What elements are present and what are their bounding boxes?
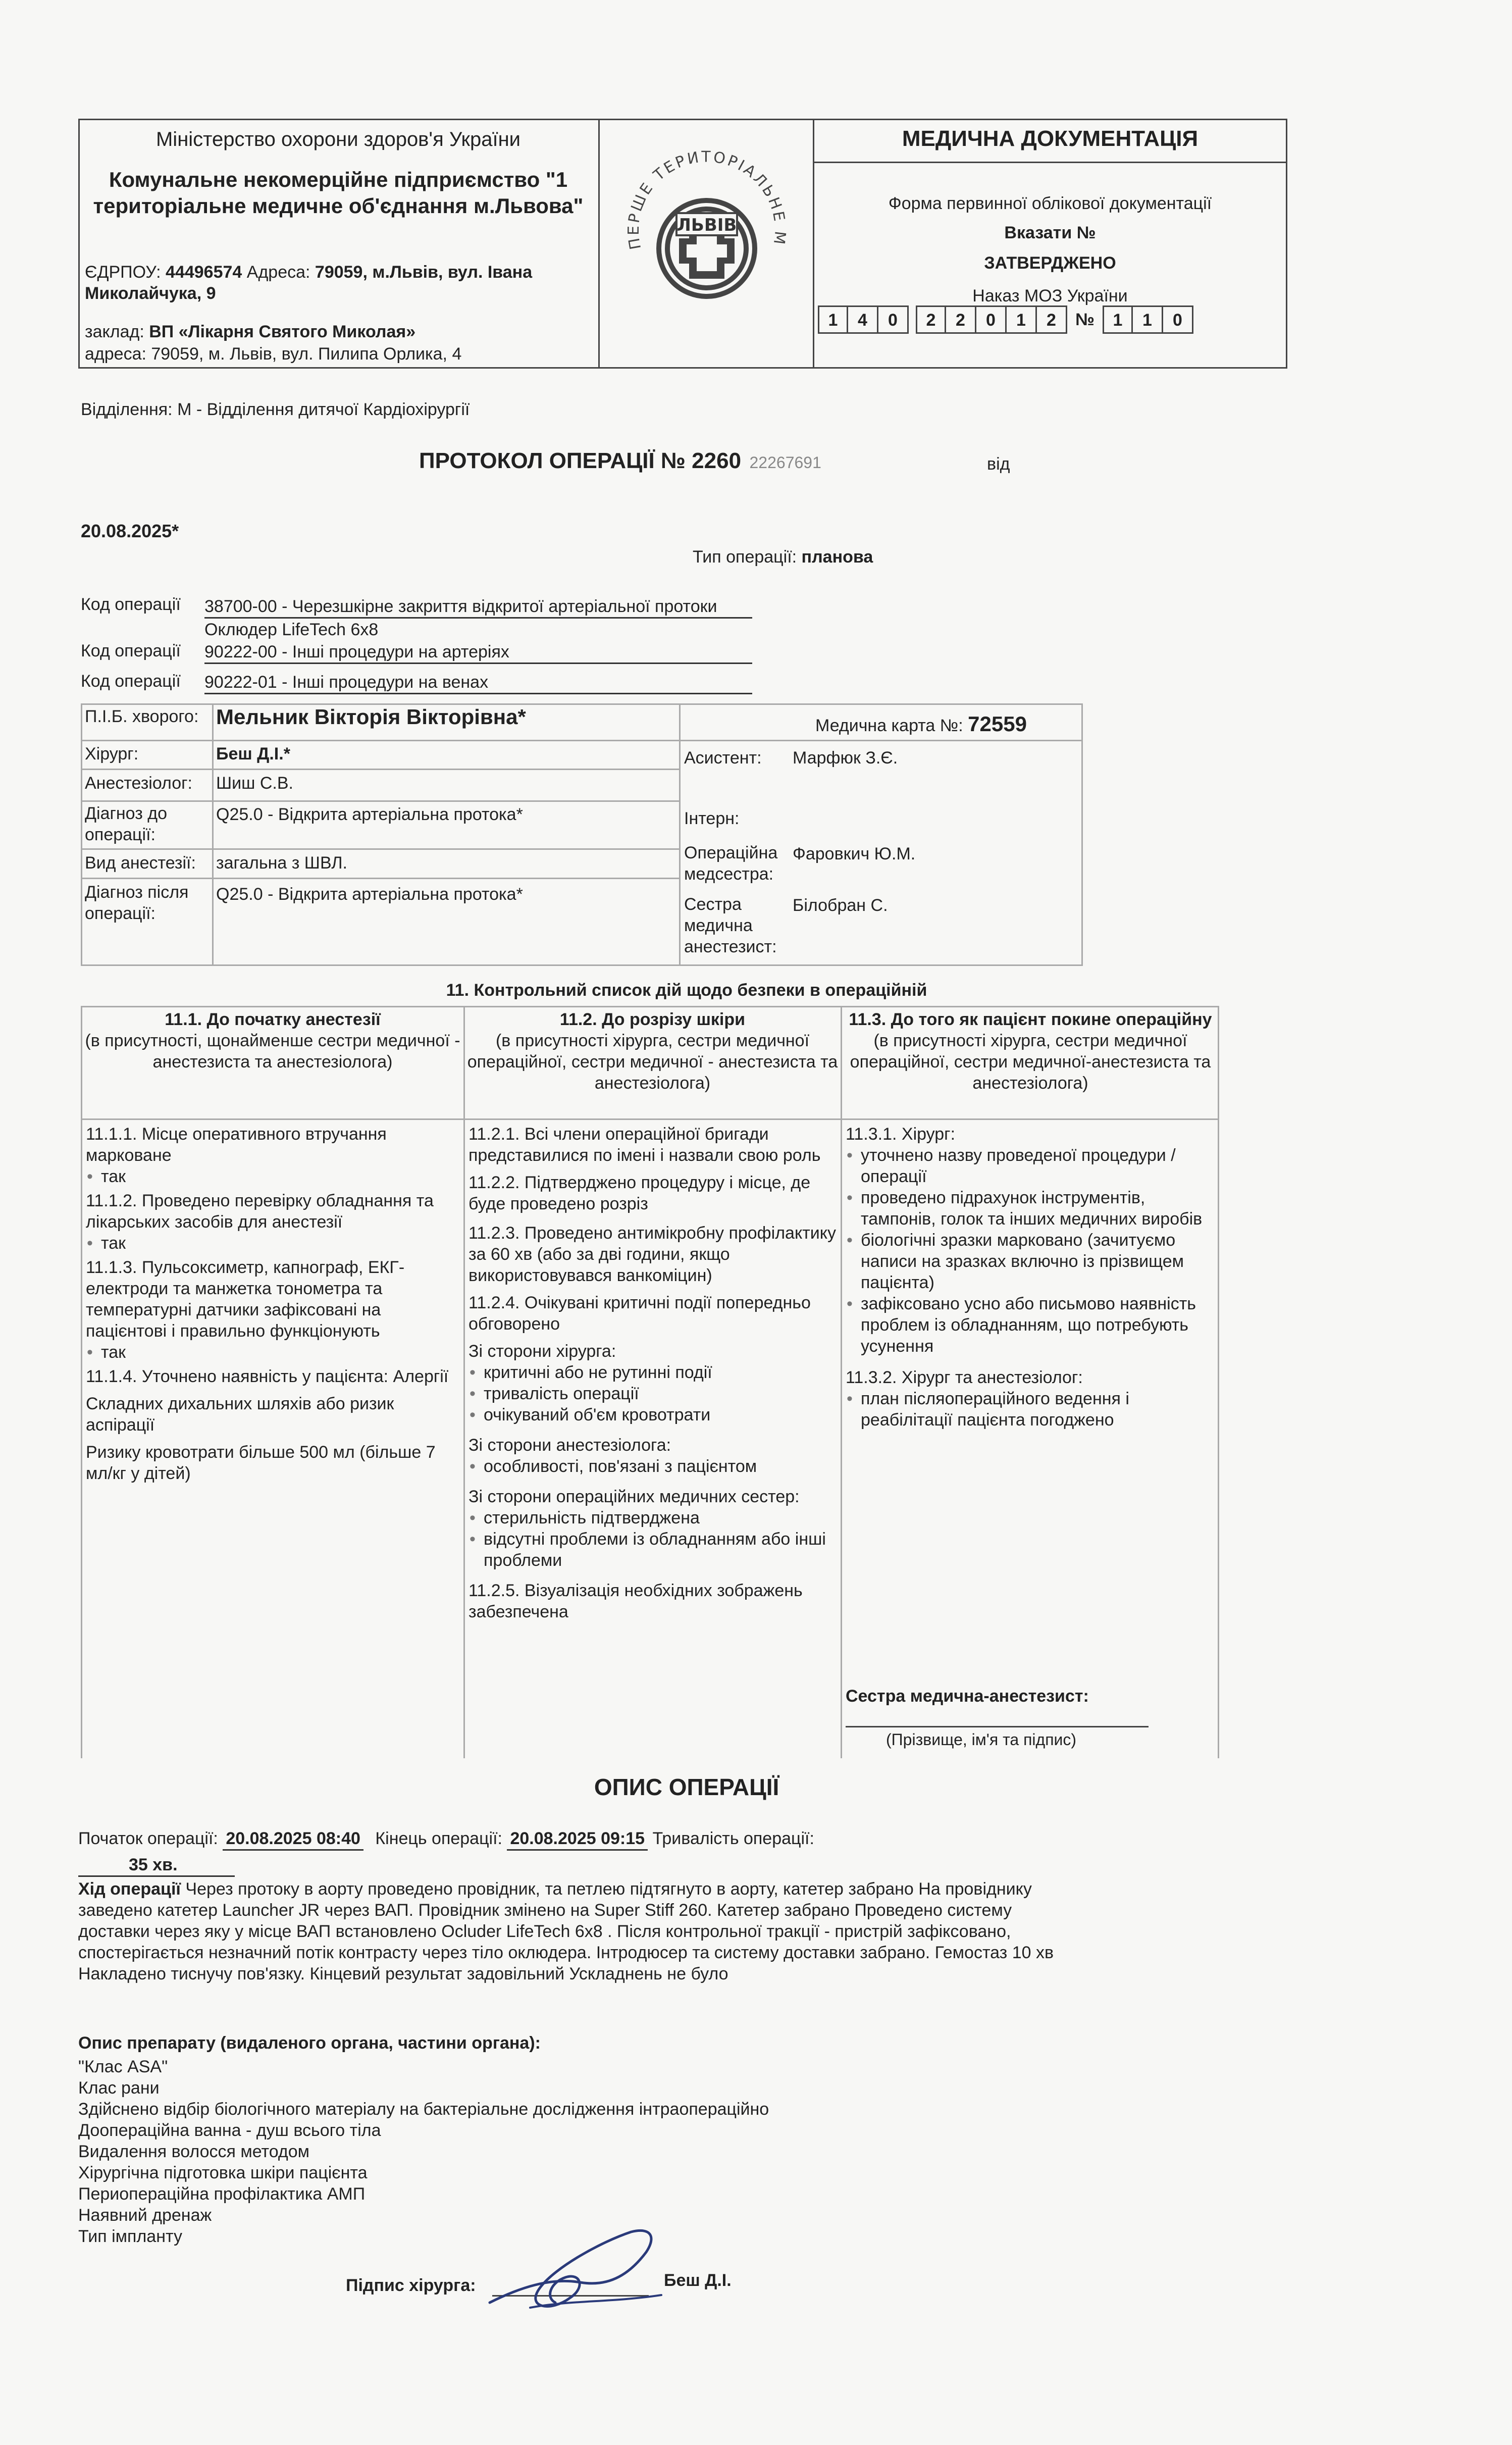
check-answer: • план післяопераційного ведення і реабілітації пацієнта погоджено bbox=[846, 1388, 1214, 1431]
check-answer: • особливості, пов'язані з пацієнтом bbox=[468, 1456, 837, 1477]
check-answer: • так bbox=[86, 1342, 459, 1363]
anesth-nurse-sign-hint: (Прізвище, ім'я та підпис) bbox=[886, 1730, 1077, 1749]
op-code-3: 90222-01 - Інші процедури на венах bbox=[204, 672, 752, 694]
specimen-line: Хірургічна підготовка шкіри пацієнта bbox=[78, 2163, 368, 2182]
digit-box: 0 bbox=[878, 305, 909, 334]
check-item: Ризику кровотрати більше 500 мл (більше 7 мл/кг у дітей) bbox=[86, 1443, 436, 1483]
specimen-line: Видалення волосся методом bbox=[78, 2142, 310, 2161]
check-answer: • уточнено назву проведеної процедури /операції bbox=[846, 1145, 1214, 1187]
digit-box: 2 bbox=[946, 305, 976, 334]
specimen-line: Наявний дренаж bbox=[78, 2206, 212, 2225]
check-item: 11.2.3. Проведено антимікробну профілактику за 60 хв (або за дві години, якщо використовувався ванкоміцин) bbox=[468, 1224, 837, 1285]
patient-table bbox=[81, 703, 1083, 966]
patient-name: Мельник Вікторія Вікторівна* bbox=[216, 705, 526, 729]
specimen-line: Тип імпланту bbox=[78, 2227, 182, 2246]
surgeon-label: Хірург: bbox=[85, 744, 139, 763]
intern-label: Інтерн: bbox=[684, 809, 740, 828]
logo-emblem-icon bbox=[606, 132, 808, 354]
op-code-2: 90222-00 - Інші процедури на артеріях bbox=[204, 641, 752, 664]
digit-box: 1 bbox=[1133, 305, 1163, 334]
facility-address: адреса: 79059, м. Львів, вул. Пилипа Орлика, 4 bbox=[85, 344, 462, 364]
surgeon-sign-name: Беш Д.І. bbox=[664, 2271, 732, 2290]
anesth: Шиш С.В. bbox=[216, 774, 293, 793]
diag-before: Q25.0 - Відкрита артеріальна протока* bbox=[216, 805, 523, 824]
specimen-line: Доопераційна ванна - душ всього тіла bbox=[78, 2121, 381, 2140]
check-item: 11.1.3. Пульсоксиметр, капнограф, ЕКГ-електроди та манжетка тонометра та температурні датчики зафіксовані на пацієнтові і правильно функціонують bbox=[86, 1258, 405, 1341]
side-label: Зі сторони операційних медичних сестер: bbox=[468, 1487, 800, 1506]
op-type-row: Тип операції: планова bbox=[693, 547, 873, 567]
order-no-label: № bbox=[1075, 310, 1094, 329]
med-doc-title: МЕДИЧНА ДОКУМЕНТАЦІЯ bbox=[902, 126, 1198, 151]
specimen-title: Опис препарату (видаленого органа, частини органа): bbox=[78, 2033, 541, 2053]
checklist-col2-header bbox=[467, 1009, 838, 1094]
approved-label: ЗАТВЕРДЖЕНО bbox=[984, 253, 1116, 273]
nurse: Фаровкич Ю.М. bbox=[793, 844, 916, 863]
patient-name-label: П.І.Б. хворого: bbox=[85, 707, 199, 726]
description-title: ОПИС ОПЕРАЦІЇ bbox=[594, 1774, 779, 1800]
check-answer: • відсутні проблеми із обладнанням або інші проблеми bbox=[468, 1529, 837, 1571]
department: Відділення: М - Відділення дитячої Кардіохірургії bbox=[81, 400, 470, 419]
digit-box: 0 bbox=[1163, 305, 1193, 334]
specify-label: Вказати № bbox=[1004, 223, 1096, 242]
op-code-label: Код операції bbox=[81, 641, 181, 660]
op-code-label: Код операції bbox=[81, 672, 181, 691]
digit-box: 4 bbox=[848, 305, 878, 334]
surgeon: Беш Д.І.* bbox=[216, 744, 290, 763]
col2-title: 11.2. До розрізу шкіри bbox=[559, 1010, 746, 1029]
diag-after: Q25.0 - Відкрита артеріальна протока* bbox=[216, 885, 523, 904]
check-answer: • проведено підрахунок інструментів, тампонів, голок та інших медичних виробів bbox=[846, 1187, 1214, 1230]
op-duration: 35 хв. bbox=[78, 1854, 235, 1877]
col1-sub: (в присутності, щонайменше сестри медичної - анестезиста та анестезіолога) bbox=[85, 1031, 460, 1072]
checklist-col2-body bbox=[468, 1124, 837, 1622]
diag-after-label: Діагноз після операції: bbox=[85, 883, 189, 923]
specimen-line: Клас рани bbox=[78, 2078, 160, 2098]
check-item: 11.2.4. Очікувані критичні події попередньо обговорено bbox=[468, 1293, 811, 1334]
surgeon-signature bbox=[480, 2212, 692, 2323]
protocol-date: 20.08.2025* bbox=[81, 521, 179, 541]
edrpou-line: ЄДРПОУ: 44496574 Адреса: 79059, м.Львів, вул. Івана Миколайчука, 9 bbox=[85, 263, 533, 303]
check-item: Складних дихальних шляхів або ризик аспірації bbox=[86, 1394, 394, 1435]
hospital-logo bbox=[606, 132, 808, 354]
op-code-1: 38700-00 - Черезшкірне закриття відкритої артеріальної протоки bbox=[204, 596, 752, 619]
handwritten-signature-icon bbox=[480, 2212, 692, 2323]
op-end: 20.08.2025 09:15 bbox=[507, 1828, 648, 1851]
checklist-col3-header bbox=[844, 1009, 1217, 1094]
digit-box: 2 bbox=[1037, 305, 1067, 334]
anesthesia: загальна з ШВЛ. bbox=[216, 853, 347, 873]
assistant-label: Асистент: bbox=[684, 748, 762, 768]
check-answer: • критичні або не рутинні події bbox=[468, 1362, 837, 1383]
op-course: Хід операції Через протоку в аорту проведено провідник, та петлею підтягнуто в аорту, катетер забрано На провіднику заведено катетер Launcher JR через ВАП. Провідник змінено на Super Stiff 260. Катетер забрано Проведено систему доставки через яку у місце ВАП встановлено Ocluder LifeTech 6x8 . Після контрольної тракції - пристрій зафіксовано, спостерігається незначний потік контрасту через тіло оклюдера. Інтродюсер та систему доставки забрано. Гемостаз 10 хв Накладено тиснучу пов'язку. Кінцевий результат задовільний Ускладнень не було bbox=[78, 1879, 1054, 1983]
side-label: Зі сторони хірурга: bbox=[468, 1342, 616, 1361]
side-label: Зі сторони анестезіолога: bbox=[468, 1436, 671, 1455]
check-item: 11.1.4. Уточнено наявність у пацієнта: Алергії bbox=[86, 1367, 449, 1386]
digit-box: 1 bbox=[1007, 305, 1037, 334]
facility-line: заклад: ВП «Лікарня Святого Миколая» bbox=[85, 322, 416, 341]
check-item: 11.3.1. Хірург: bbox=[846, 1125, 956, 1144]
assistant: Марфюк З.Є. bbox=[793, 748, 898, 768]
anesth-nurse-sign-label: Сестра медична-анестезист: bbox=[846, 1687, 1089, 1706]
col2-sub: (в присутності хірурга, сестри медичної операційної, сестри медичної - анестезиста та анестезіолога) bbox=[467, 1031, 838, 1093]
check-answer: • зафіксовано усно або письмово наявність проблем із обладнанням, що потребують усунення bbox=[846, 1293, 1214, 1357]
order-date-boxes bbox=[818, 305, 1193, 334]
digit-box: 0 bbox=[976, 305, 1007, 334]
protocol-ref: 22267691 bbox=[749, 453, 821, 472]
digit-box: 2 bbox=[916, 305, 946, 334]
specimen-line: Периопераційна профілактика АМП bbox=[78, 2184, 366, 2204]
check-item: 11.1.2. Проведено перевірку обладнання та лікарських засобів для анестезії bbox=[86, 1191, 434, 1232]
col3-title: 11.3. До того як пацієнт покине операційну bbox=[849, 1010, 1212, 1029]
check-answer: • так bbox=[86, 1166, 459, 1187]
digit-box: 1 bbox=[818, 305, 848, 334]
anesth-label: Анестезіолог: bbox=[85, 774, 192, 793]
op-code-label: Код операції bbox=[81, 595, 181, 614]
col3-sub: (в присутності хірурга, сестри медичної операційної, сестри медичної-анестезиста та анестезіолога) bbox=[850, 1031, 1211, 1093]
digit-box: 1 bbox=[1103, 305, 1133, 334]
form-label: Форма первинної облікової документації bbox=[888, 194, 1212, 213]
order-label: Наказ МОЗ України bbox=[972, 286, 1128, 305]
times-row: Початок операції: 20.08.2025 08:40 Кінець операції: 20.08.2025 09:15 Тривалість операції: bbox=[78, 1828, 1189, 1851]
check-item: 11.1.1. Місце оперативного втручання марковане bbox=[86, 1125, 387, 1165]
check-item: 11.2.5. Візуалізація необхідних зображень забезпечена bbox=[468, 1581, 803, 1621]
ministry-name: Міністерство охорони здоров'я України bbox=[155, 128, 520, 150]
surgeon-sign-label: Підпис хірурга: bbox=[346, 2276, 476, 2295]
specimen-line: Здійснено відбір біологічного матеріалу на бактеріальне дослідження інтраопераційно bbox=[78, 2100, 769, 2119]
check-answer: • так bbox=[86, 1233, 459, 1254]
protocol-title-row bbox=[419, 448, 821, 474]
check-item: 11.3.2. Хірург та анестезіолог: bbox=[846, 1368, 1083, 1387]
check-answer: • тривалість операції bbox=[468, 1383, 837, 1404]
anesthesia-label: Вид анестезії: bbox=[85, 853, 196, 873]
diag-before-label: Діагноз до операції: bbox=[85, 804, 167, 844]
col1-title: 11.1. До початку анестезії bbox=[165, 1010, 381, 1029]
op-start: 20.08.2025 08:40 bbox=[223, 1828, 363, 1851]
anesth-nurse: Білобран С. bbox=[793, 896, 888, 915]
check-item: 11.2.1. Всі члени операційної бригади представилися по імені і назвали свою роль bbox=[468, 1125, 821, 1165]
protocol-from: від bbox=[987, 454, 1010, 474]
op-code-1-extra: Оклюдер LifeTech 6x8 bbox=[204, 620, 379, 639]
anesth-nurse-label: Сестра медична анестезист: bbox=[684, 895, 777, 956]
check-item: 11.2.2. Підтверджено процедуру і місце, де буде проведено розріз bbox=[468, 1173, 811, 1213]
check-answer: • очікуваний об'єм кровотрати bbox=[468, 1404, 837, 1425]
specimen-line: "Клас ASA" bbox=[78, 2057, 168, 2076]
checklist-col3-body bbox=[846, 1124, 1214, 1431]
check-answer: • біологічні зразки марковано (зачитуємо написи на зразках включно із прізвищем пацієнта) bbox=[846, 1230, 1214, 1293]
svg-text:ЛЬВІВ: ЛЬВІВ bbox=[676, 215, 737, 235]
svg-text:ПЕРШЕ ТЕРИТОРІАЛЬНЕ МЕДИЧНЕ ОБ: ПЕРШЕ ТЕРИТОРІАЛЬНЕ М bbox=[624, 148, 789, 251]
org-name: Комунальне некомерційне підприємство "1 територіальне медичне об'єднання м.Львова" bbox=[93, 168, 584, 218]
check-answer: • стерильність підтверджена bbox=[468, 1507, 837, 1529]
checklist-col1-header bbox=[83, 1009, 462, 1073]
checklist-col1-body bbox=[86, 1124, 459, 1484]
checklist-title: 11. Контрольний список дій щодо безпеки в операційній bbox=[446, 981, 927, 1000]
nurse-label: Операційна медсестра: bbox=[684, 843, 778, 884]
card-row: Медична карта №: 72559 bbox=[815, 712, 1027, 736]
protocol-title: ПРОТОКОЛ ОПЕРАЦІЇ № 2260 bbox=[419, 448, 742, 473]
